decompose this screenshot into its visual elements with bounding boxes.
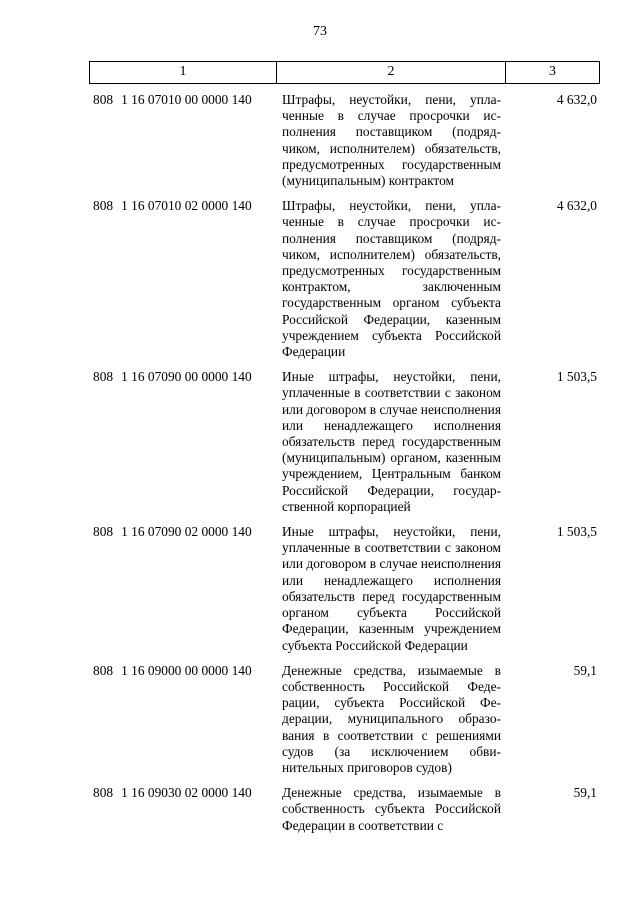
admin-code: 808	[93, 785, 114, 801]
admin-code: 808	[93, 369, 114, 385]
admin-code: 808	[93, 524, 114, 540]
revenue-code: 1 16 09030 02 0000 140	[121, 785, 252, 801]
table-row	[89, 198, 600, 360]
row-description: Иные штрафы, неустойки, пени, уплаченные в соответствии с законом или договором в случае неисполнения или ненадлежащего исполнения обязательств перед государственным органом субъекта Российской Федерации, казенным учреждением субъекта Российской Федерации	[282, 524, 501, 653]
budget-code	[89, 785, 276, 834]
revenue-code: 1 16 07010 00 0000 140	[121, 92, 252, 107]
table-header	[89, 61, 600, 84]
budget-code	[89, 369, 276, 515]
table-row	[89, 369, 600, 515]
revenue-code: 1 16 07090 00 0000 140	[121, 369, 252, 385]
row-amount: 4 632,0	[556, 92, 597, 107]
table-row	[89, 785, 600, 834]
table-row	[89, 92, 600, 189]
budget-code	[89, 524, 276, 654]
row-amount: 59,1	[573, 785, 597, 801]
budget-code	[89, 92, 276, 189]
row-description: Штрафы, неустойки, пени, уплаченные в случае просрочки исполнения поставщиком (подрядчиком, исполнителем) обязательств, предусмотренных государственным (муниципальным) контрактом	[282, 92, 501, 189]
row-amount: 4 632,0	[556, 198, 597, 214]
revenue-code: 1 16 07090 02 0000 140	[121, 524, 252, 540]
admin-code: 808	[93, 92, 114, 107]
row-description: Денежные средства, изымаемые в собственность Российской Федерации, субъекта Российской Федерации, муниципального образования в соответствии с решениями судов (за исключением обвинительных приговоров судов)	[282, 662, 501, 775]
table-body	[89, 92, 600, 843]
admin-code: 808	[93, 662, 114, 678]
row-description: Штрафы, неустойки, пени, уплаченные в случае просрочки исполнения поставщиком (подрядчиком, исполнителем) обязательств, предусмотренных государственным контрактом, заключенным государственным органом субъекта Российской Федерации, казенным учреждением субъекта Российской Федерации	[282, 198, 501, 360]
budget-code	[89, 663, 276, 776]
table-row	[89, 524, 600, 654]
header-col-1: 1	[90, 62, 277, 83]
revenue-code: 1 16 09000 00 0000 140	[121, 662, 252, 678]
revenue-code: 1 16 07010 02 0000 140	[121, 198, 252, 214]
table-row	[89, 663, 600, 776]
row-description: Денежные средства, изымаемые в собственность субъекта Российской Федерации в соответствии с	[282, 785, 501, 833]
row-amount: 59,1	[573, 662, 597, 678]
header-col-3: 3	[549, 64, 556, 80]
row-amount: 1 503,5	[556, 524, 597, 540]
admin-code: 808	[93, 198, 114, 214]
header-col-2: 2	[277, 62, 506, 83]
page-number: 73	[313, 24, 327, 39]
budget-code	[89, 198, 276, 360]
row-amount: 1 503,5	[556, 369, 597, 385]
row-description: Иные штрафы, неустойки, пени, уплаченные в соответствии с законом или договором в случае неисполнения или ненадлежащего исполнения обязательств перед государственным (муниципальным) органом, казенным учреждением, Центральным банком Российской Федерации, государственной корпорацией	[282, 369, 501, 514]
